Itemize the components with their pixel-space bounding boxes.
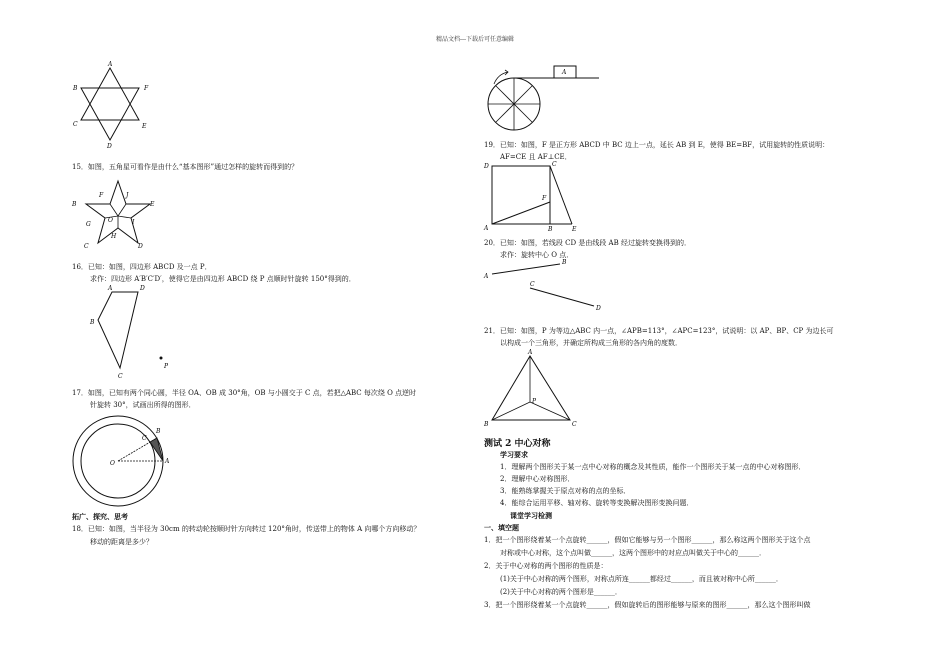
label-B: B (484, 421, 489, 428)
label-F: F (144, 85, 149, 92)
requirement-4: 4．能综合运用平移、轴对称、旋转等变换解决图形变换问题． (500, 499, 694, 507)
label-F: F (542, 195, 547, 202)
label-O: O (110, 460, 115, 467)
question-19-line1: 19．已知：如图，F 是正方形 ABCD 中 BC 边上一点，延长 AB 到 E，使得 BE=BF，试用旋转的性质说明： (484, 141, 830, 149)
label-A: A (484, 225, 489, 232)
label-C: C (552, 161, 557, 168)
question-17-line2: 针旋转 30°，试画出所得的图形． (90, 401, 196, 409)
question-18-line1: 18．已知：如图，当半径为 30cm 的转动轮按顺时针方向转过 120°角时，传送带上的物体 A 向哪个方向移动？ (72, 525, 421, 533)
figure-hexagram (72, 62, 162, 148)
label-H: H (111, 233, 117, 240)
figure-pentagram (72, 178, 158, 250)
label-C: C (84, 243, 89, 250)
question-16-task: 求作：四边形 A′B′C′D′，使得它是由四边形 ABCD 绕 P 点顺时针旋转 150°得到的． (90, 275, 356, 283)
fill-1-line1: 1．把一个图形绕着某一个点旋转______，假如它能够与另一个图形______，那么称这两个图形关于这个点 (484, 536, 811, 544)
fill-2: 2．关于中心对称的两个图形的性质是： (484, 562, 608, 570)
label-A: A (484, 273, 489, 280)
test-2-title: 测试 2 中心对称 (484, 439, 551, 449)
question-21-line2: 以构成一个三角形，并确定所构成三角形的各内角的度数． (500, 339, 682, 347)
label-D: D (140, 285, 145, 292)
label-J: J (126, 192, 129, 199)
label-C: C (118, 373, 123, 380)
label-I: I (132, 219, 135, 226)
label-A: A (108, 61, 113, 68)
label-P: P (532, 398, 537, 405)
label-P: P (164, 363, 169, 370)
label-O: O (108, 217, 113, 224)
question-15: 15．如图，五角星可看作是由什么“基本图形”通过怎样的旋转而得到的？ (72, 163, 299, 171)
label-B: B (548, 226, 553, 233)
label-C: C (572, 421, 577, 428)
question-16-given: 16．已知：如图，四边形 ABCD 及一点 P． (72, 263, 212, 271)
figure-wheel-conveyor (484, 62, 604, 132)
figure-concentric-circles (72, 412, 172, 512)
question-19-line2: AF=CE 且 AF⊥CE． (500, 153, 572, 161)
label-A: A (528, 349, 533, 356)
figure-square-ABCD (484, 162, 584, 232)
label-C: C (73, 121, 78, 128)
label-C: C (530, 281, 535, 288)
label-A: A (165, 458, 170, 465)
figure-segments (484, 258, 604, 314)
question-21-line1: 21．已知：如图，P 为等边△ABC 内一点，∠APB=113°，∠APC=123°，试说明：以 AP、BP、CP 为边长可 (484, 327, 834, 335)
fill-in-title: 一、填空题 (484, 523, 519, 532)
fill-3: 3．把一个图形绕着某一个点旋转______，假如旋转后的图形能够与原来的图形______，那么这个图形叫做 (484, 601, 811, 609)
label-E: E (142, 123, 147, 130)
fill-2-2: (2)关于中心对称的两个图形是______． (500, 588, 622, 596)
label-D: D (138, 243, 143, 250)
requirement-1: 1．理解两个图形关于某一点中心对称的概念及其性质，能作一个图形关于某一点的中心对称图形． (500, 463, 806, 471)
question-18-line2: 移动的距离是多少？ (90, 538, 153, 546)
label-D: D (484, 163, 489, 170)
label-B: B (73, 85, 78, 92)
label-A: A (562, 69, 567, 76)
figure-quadrilateral (90, 286, 180, 380)
label-B: B (156, 428, 161, 435)
classroom-check-title: 课堂学习检测 (510, 511, 552, 520)
section-extension-title: 拓广、探究、思考 (72, 512, 128, 521)
label-B: B (72, 201, 77, 208)
requirement-2: 2．理解中心对称图形． (500, 475, 575, 483)
requirements-title: 学习要求 (500, 450, 528, 459)
label-D: D (107, 143, 112, 150)
figure-equilateral-triangle (484, 350, 584, 430)
label-G: G (86, 221, 91, 228)
question-20-task: 求作：旋转中心 O 点． (500, 251, 574, 259)
page-header: 精品文档---下载后可任意编辑 (435, 36, 515, 43)
label-E: E (150, 201, 155, 208)
label-C: C (142, 435, 147, 442)
fill-1-line2: 对称或中心对称，这个点叫做______，这两个图形中的对应点叫做关于中心的______． (500, 549, 766, 557)
question-17-line1: 17．如图，已知有两个同心圆，半径 OA、OB 成 30°角，OB 与小圆交于 C 点，若把△ABC 每次绕 O 点逆时 (72, 389, 417, 397)
label-A: A (108, 285, 113, 292)
question-20-given: 20．已知：如图，若线段 CD 是由线段 AB 经过旋转变换得到的． (484, 239, 691, 247)
requirement-3: 3．能熟练掌握关于原点对称的点的坐标． (500, 487, 631, 495)
label-F: F (99, 192, 104, 199)
label-D: D (596, 305, 601, 312)
label-B: B (90, 319, 95, 326)
label-B: B (562, 259, 567, 266)
fill-2-1: (1)关于中心对称的两个图形，对称点所连______都经过______，而且被对称中心所______． (500, 575, 783, 583)
label-E: E (572, 226, 577, 233)
